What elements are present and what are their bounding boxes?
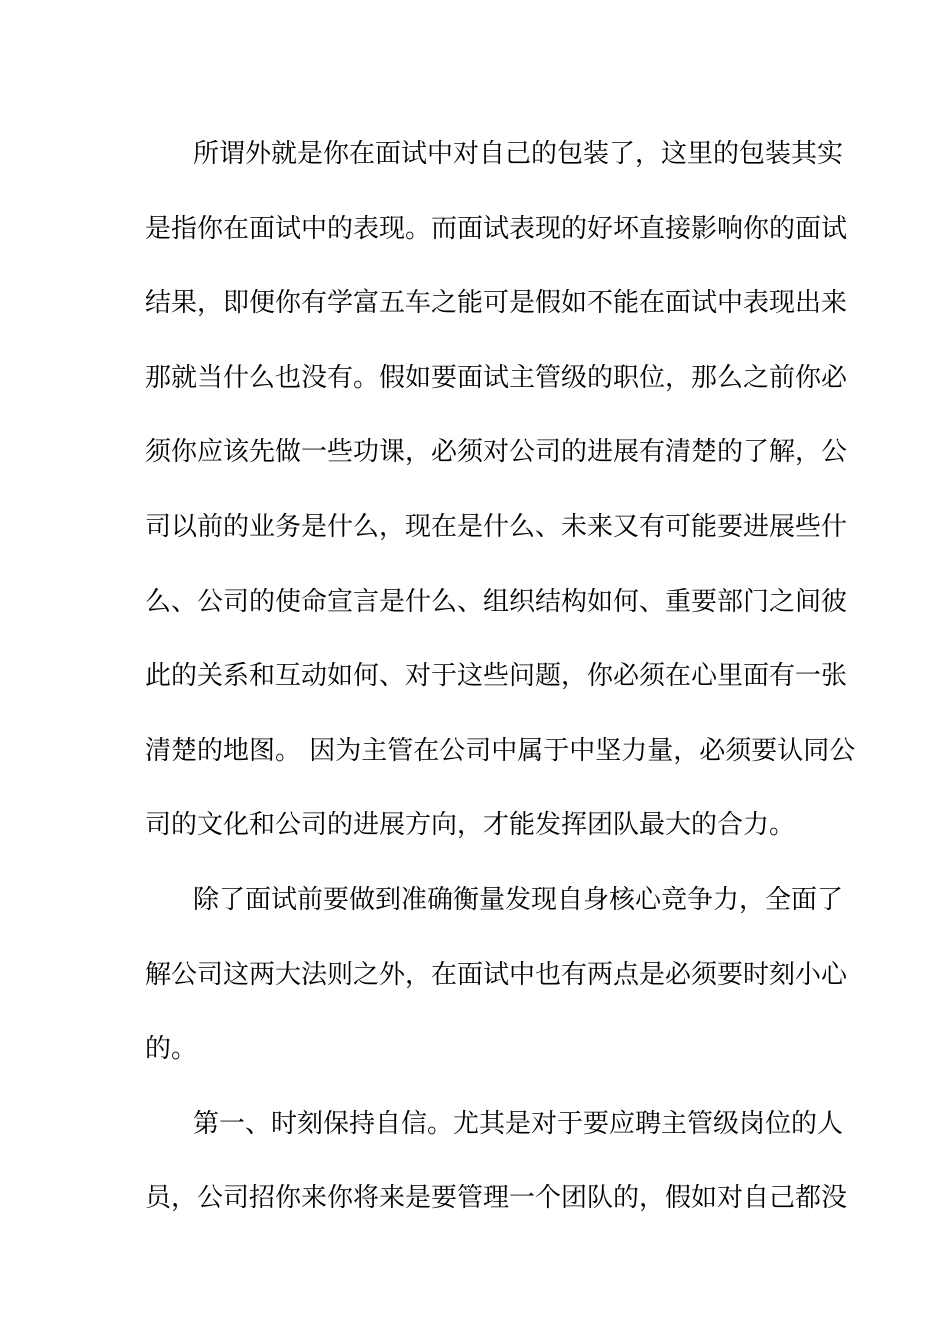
text-line: 司的文化和公司的进展方向，才能发挥团队最大的合力。 <box>145 810 796 841</box>
text-line: 的。 <box>145 1034 198 1065</box>
text-line: 此的关系和互动如何、对于这些问题，你必须在心里面有一张 <box>145 661 848 692</box>
text-line: 清楚的地图。 因为主管在公司中属于中坚力量，必须要认同公 <box>145 735 856 766</box>
text-line: 除了面试前要做到准确衡量发现自身核心竞争力，全面了 <box>193 884 844 915</box>
paragraph-1 <box>145 117 856 863</box>
paragraph-3 <box>145 1087 848 1236</box>
text-line: 须你应该先做一些功课，必须对公司的进展有清楚的了解，公 <box>145 437 848 468</box>
text-line: 那就当什么也没有。假如要面试主管级的职位，那么之前你必 <box>145 362 848 393</box>
text-line: 司以前的业务是什么，现在是什么、未来又有可能要进展些什 <box>145 511 848 542</box>
text-line: 么、公司的使命宣言是什么、组织结构如何、重要部门之间彼 <box>145 586 848 617</box>
text-line: 解公司这两大法则之外，在面试中也有两点是必须要时刻小心 <box>145 959 848 990</box>
text-line: 所谓外就是你在面试中对自己的包装了，这里的包装其实 <box>193 139 844 169</box>
text-line: 员，公司招你来你将来是要管理一个团队的，假如对自己都没 <box>145 1183 848 1214</box>
paragraph-2 <box>145 863 848 1087</box>
text-line: 结果，即便你有学富五车之能可是假如不能在面试中表现出来 <box>145 288 848 319</box>
document-body <box>145 117 856 1236</box>
text-line: 第一、时刻保持自信。尤其是对于要应聘主管级岗位的人 <box>193 1108 844 1139</box>
text-line: 是指你在面试中的表现。而面试表现的好坏直接影响你的面试 <box>145 213 848 244</box>
